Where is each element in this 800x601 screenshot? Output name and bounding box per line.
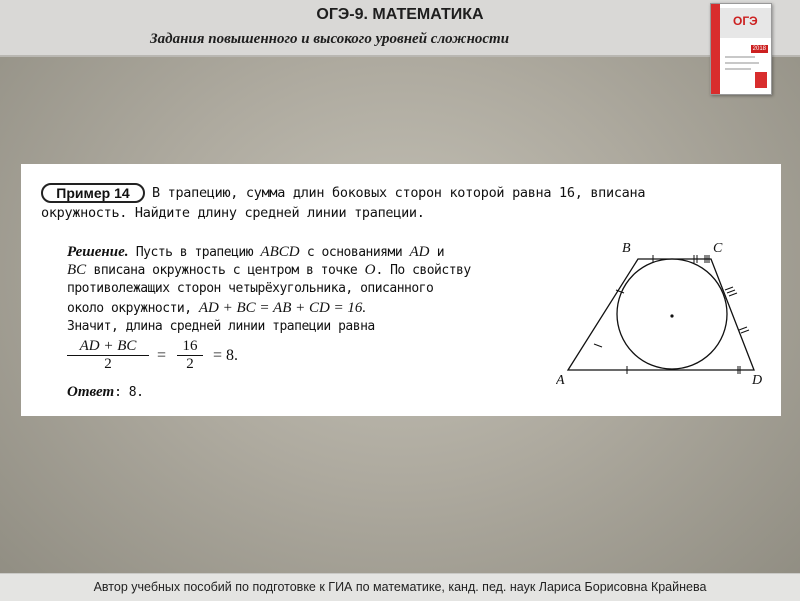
solution-label: Решение. — [67, 244, 129, 260]
fraction-value — [177, 338, 203, 372]
slide-title: ОГЭ-9. МАТЕМАТИКА — [316, 6, 484, 23]
vertex-label-a: A — [556, 373, 565, 388]
answer-value: : 8. — [114, 385, 144, 400]
trapezoid-name: ABCD — [260, 244, 300, 260]
book-spine — [711, 4, 720, 94]
slide-header — [0, 0, 800, 57]
book-text-line — [725, 68, 751, 70]
result: = 8. — [213, 347, 239, 364]
slide-footer — [0, 573, 800, 601]
book-year: 2018 — [752, 46, 766, 52]
book-sticker — [755, 72, 767, 88]
center-point: O — [364, 262, 376, 278]
solution-line-4 — [67, 300, 366, 317]
side-equation: AD + BC = AB + CD = 16. — [198, 300, 367, 316]
fraction-midline — [67, 338, 149, 372]
author-credit: Автор учебных пособий по подготовке к ГИА по математике, канд. пед. наук Лариса Борисовна Крайнева — [93, 580, 707, 594]
solution-text: около окружности, — [67, 301, 199, 316]
base-bc: BC — [67, 262, 87, 278]
solution-line-3: противолежащих сторон четырёхугольника, описанного — [67, 281, 434, 296]
solution-text: с основаниями — [299, 245, 410, 260]
slide-subtitle: Задания повышенного и высокого уровней сложности — [150, 31, 510, 47]
solution-line-1 — [67, 244, 444, 261]
example-label: Пример 14 — [41, 183, 145, 203]
solution-text: вписана окружность с центром в точке — [86, 263, 365, 278]
vertex-label-d: D — [752, 373, 763, 388]
solution-line-5: Значит, длина средней линии трапеции равна — [67, 319, 375, 334]
vertex-label-c: C — [713, 241, 723, 256]
equals-sign: = — [157, 347, 167, 364]
inscribed-circle — [617, 259, 727, 369]
answer-label: Ответ — [67, 384, 115, 400]
solution-text: и — [429, 245, 445, 260]
solution-text: Пусть в трапецию — [128, 245, 261, 260]
book-text-line — [725, 62, 759, 64]
solution-text: . По свойству — [375, 263, 471, 278]
vertex-label-b: B — [622, 241, 631, 256]
base-ad: AD — [409, 244, 430, 260]
circle-center-dot — [670, 314, 673, 317]
solution-line-2 — [67, 262, 471, 279]
fraction-denominator: 2 — [104, 356, 112, 372]
trapezoid-figure — [556, 232, 771, 392]
example-card — [21, 164, 781, 416]
book-logo: ОГЭ — [733, 14, 758, 28]
book-cover-image — [710, 3, 772, 95]
answer-line — [67, 384, 143, 401]
fraction-denominator: 2 — [186, 356, 194, 372]
trapezoid-outline — [568, 259, 754, 370]
problem-text-line-2: окружность. Найдите длину средней линии трапеции. — [41, 205, 425, 221]
fraction-numerator: 16 — [177, 338, 203, 356]
fraction-numerator: AD + BC — [67, 338, 149, 356]
problem-text-line-1: В трапецию, сумма длин боковых сторон которой равна 16, вписана — [152, 185, 646, 201]
book-text-line — [725, 56, 755, 58]
